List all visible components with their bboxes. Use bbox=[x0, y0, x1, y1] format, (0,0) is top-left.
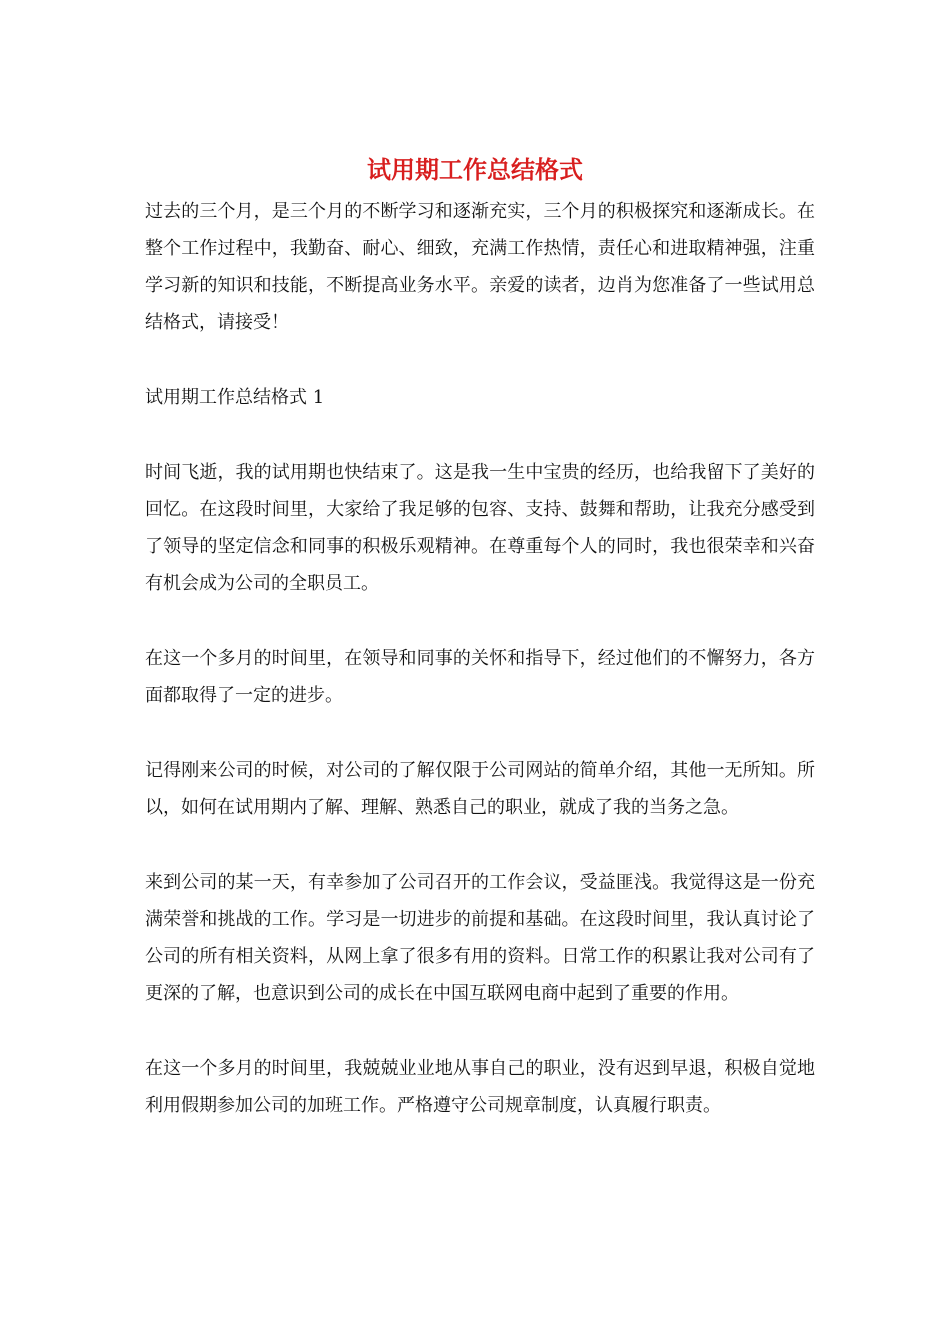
document-body bbox=[145, 193, 815, 1162]
body-paragraph: 在这一个多月的时间里，我兢兢业业地从事自己的职业，没有迟到早退，积极自觉地利用假期参加公司的加班工作。严格遵守公司规章制度，认真履行职责。 bbox=[145, 1058, 815, 1116]
section-heading: 试用期工作总结格式 1 bbox=[145, 387, 325, 408]
body-paragraph: 记得刚来公司的时候，对公司的了解仅限于公司网站的简单介绍，其他一无所知。所以，如何在试用期内了解、理解、熟悉自己的职业，就成了我的当务之急。 bbox=[145, 760, 815, 818]
body-paragraph: 时间飞逝，我的试用期也快结束了。这是我一生中宝贵的经历，也给我留下了美好的回忆。在这段时间里，大家给了我足够的包容、支持、鼓舞和帮助，让我充分感受到了领导的坚定信念和同事的积极乐观精神。在尊重每个人的同时，我也很荣幸和兴奋有机会成为公司的全职员工。 bbox=[145, 462, 815, 594]
intro-paragraph: 过去的三个月，是三个月的不断学习和逐渐充实，三个月的积极探究和逐渐成长。在整个工作过程中，我勤奋、耐心、细致，充满工作热情，责任心和进取精神强，注重学习新的知识和技能，不断提高业务水平。亲爱的读者，边肖为您准备了一些试用总结格式，请接受！ bbox=[145, 201, 815, 333]
document-title: 试用期工作总结格式 bbox=[367, 155, 583, 184]
body-paragraph: 来到公司的某一天，有幸参加了公司召开的工作会议，受益匪浅。我觉得这是一份充满荣誉和挑战的工作。学习是一切进步的前提和基础。在这段时间里，我认真讨论了公司的所有相关资料，从网上拿了很多有用的资料。日常工作的积累让我对公司有了更深的了解，也意识到公司的成长在中国互联网电商中起到了重要的作用。 bbox=[145, 872, 815, 1004]
body-paragraph: 在这一个多月的时间里，在领导和同事的关怀和指导下，经过他们的不懈努力，各方面都取得了一定的进步。 bbox=[145, 648, 815, 706]
